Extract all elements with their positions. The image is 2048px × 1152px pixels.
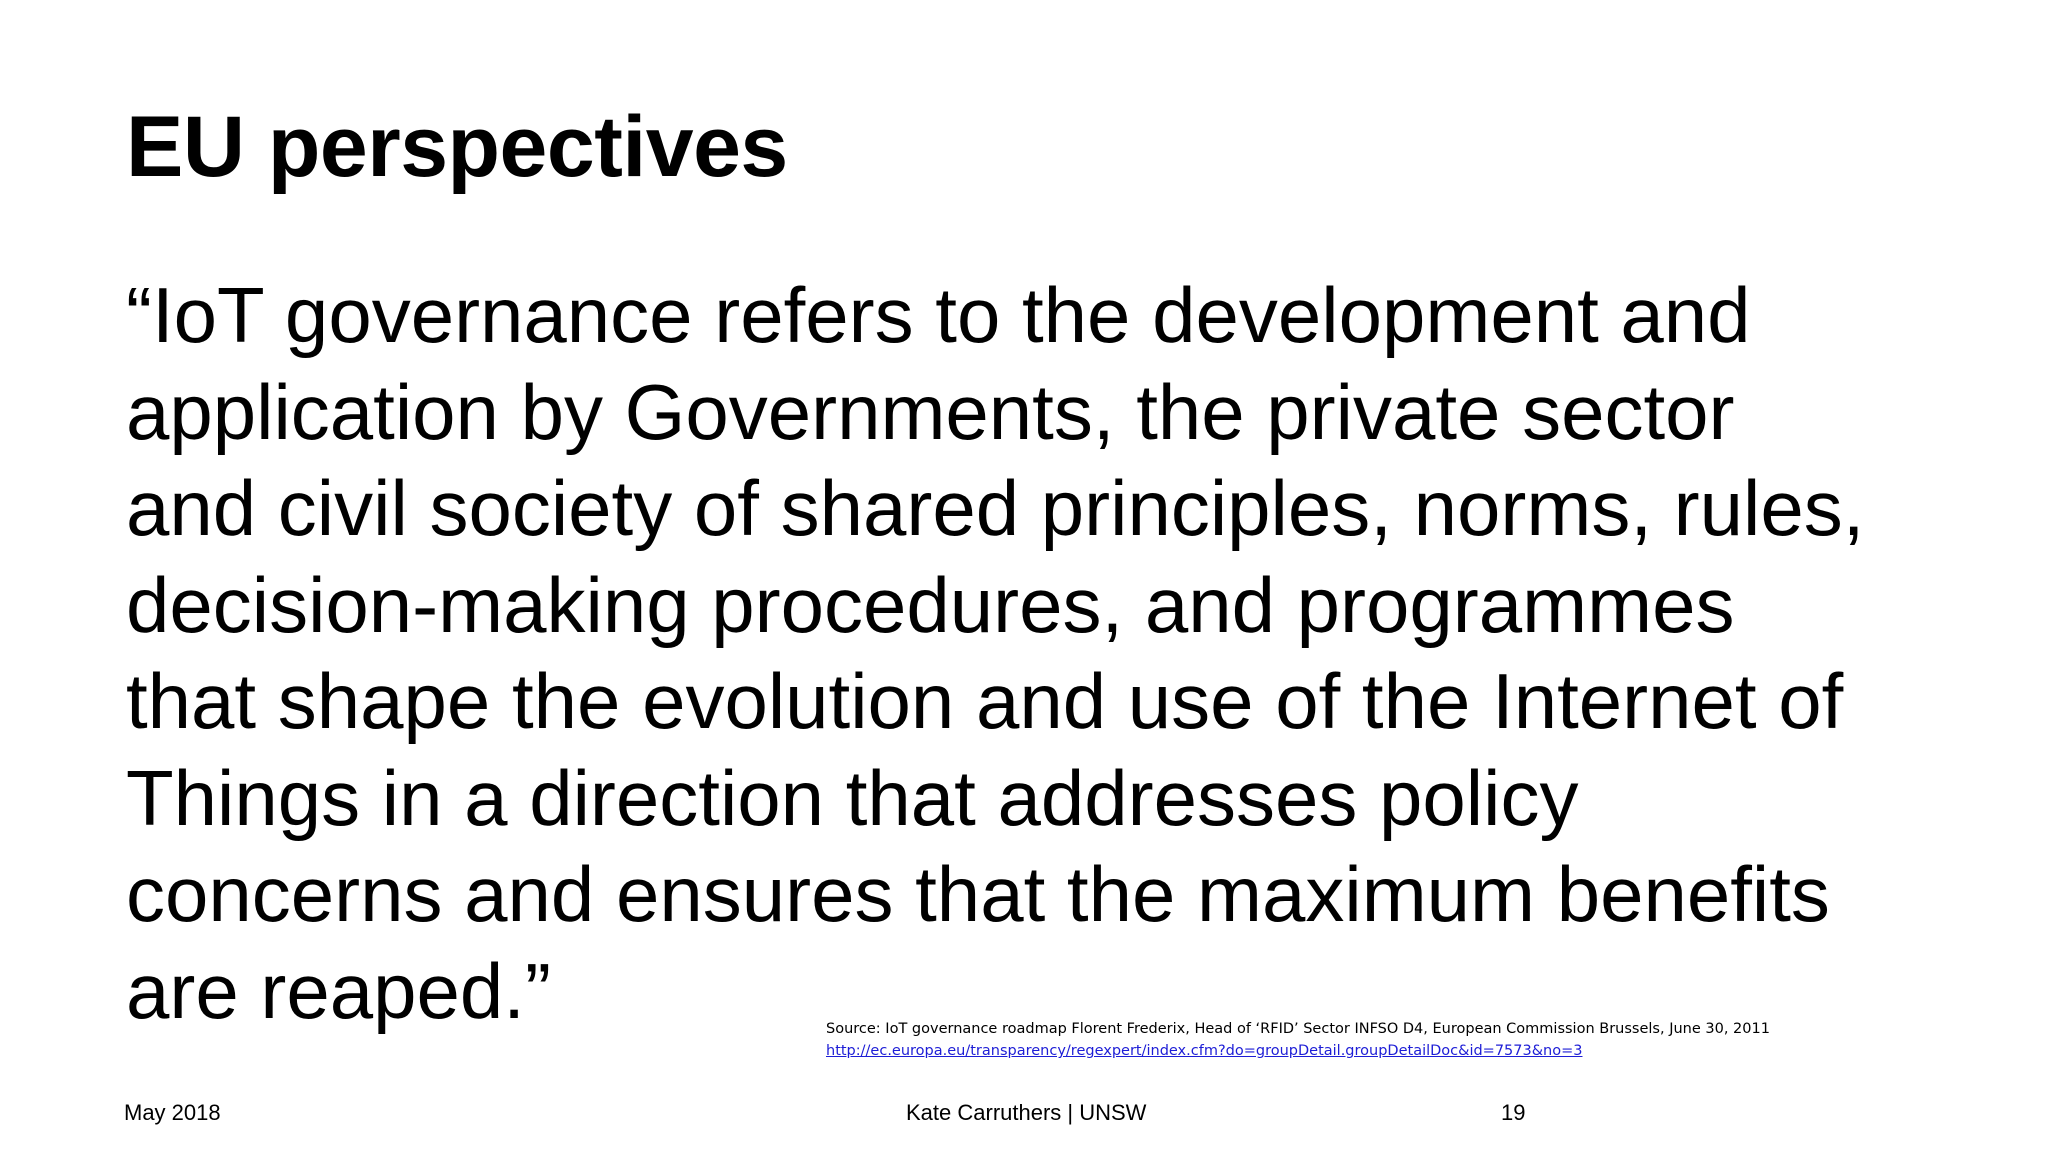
slide-title: EU perspectives (126, 99, 788, 195)
quote-line: Things in a direction that addresses policy (126, 753, 1579, 842)
footer-page-number: 19 (1501, 1100, 1526, 1125)
footer-author: Kate Carruthers | UNSW (906, 1100, 1147, 1125)
footer-date: May 2018 (124, 1100, 221, 1125)
quote-line: are reaped.” (126, 946, 551, 1035)
quote-line: that shape the evolution and use of the Internet of (126, 657, 1844, 745)
quote-line: and civil society of shared principles, norms, rules, (126, 464, 1865, 552)
source-citation (826, 1018, 1770, 1062)
quote-line: “IoT governance refers to the development and (126, 271, 1751, 359)
quote-line: concerns and ensures that the maximum benefits (126, 850, 1830, 938)
quote-block (126, 267, 2026, 1039)
source-link[interactable]: http://ec.europa.eu/transparency/regexpert/index.cfm?do=groupDetail.groupDetailDoc&id=7573&no=3 (826, 1043, 1583, 1059)
source-text: Source: IoT governance roadmap Florent Frederix, Head of ‘RFID’ Sector INFSO D4, European Commission Brussels, June 30, 2011 (826, 1021, 1770, 1037)
quote-line: decision-making procedures, and programmes (126, 560, 1735, 649)
quote-line: application by Governments, the private sector (126, 367, 1735, 456)
